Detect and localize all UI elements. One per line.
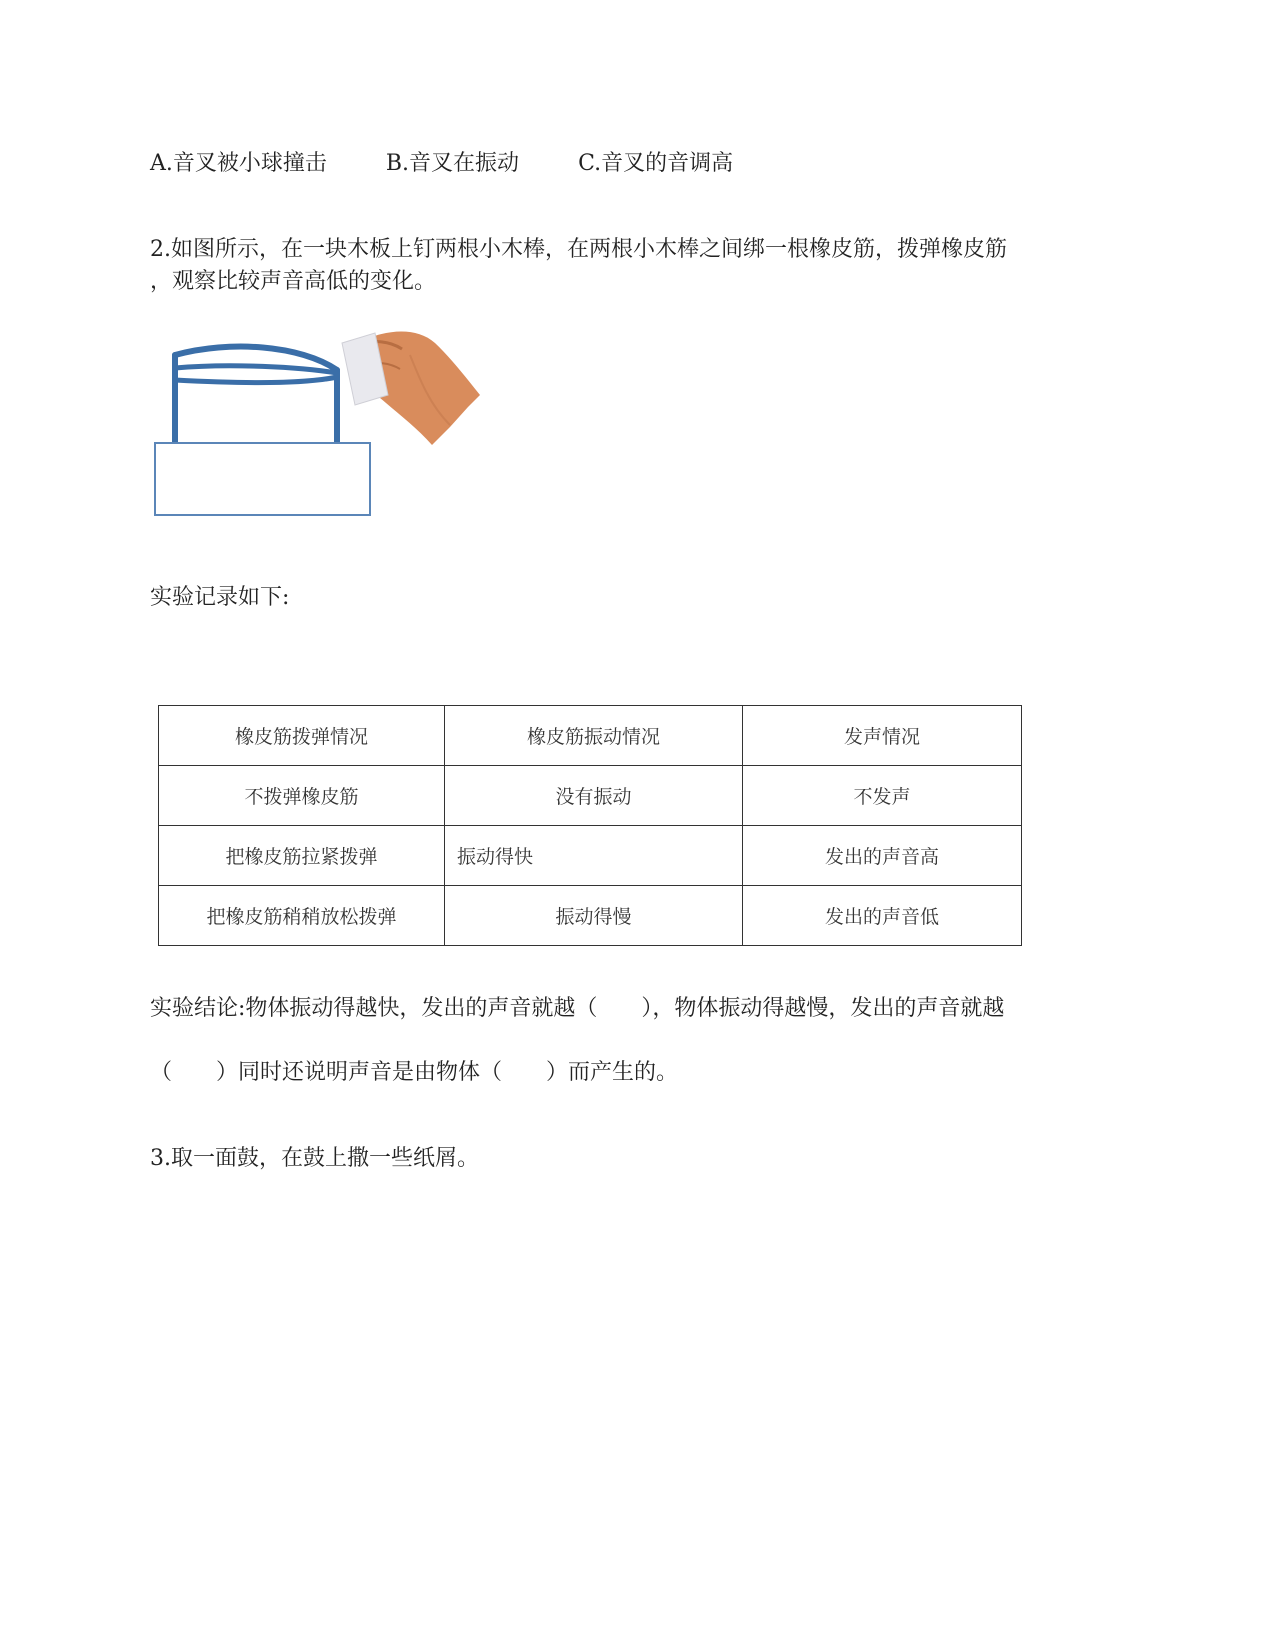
table-row [159, 826, 1022, 886]
table-header-row [159, 706, 1022, 766]
rubber-band-experiment-illustration [150, 325, 490, 550]
table-cell: 发出的声音高 [743, 826, 1022, 886]
table-header-cell: 橡皮筋振动情况 [445, 706, 743, 766]
question-3: 3.取一面鼓，在鼓上撒一些纸屑。 [150, 1146, 479, 1171]
option-a: A.音叉被小球撞击 [150, 151, 327, 176]
answer-options [150, 148, 733, 180]
table-cell: 振动得慢 [445, 886, 743, 946]
question-2-line-2: ，观察比较声音高低的变化。 [150, 269, 437, 294]
table-cell: 不拨弹橡皮筋 [159, 766, 445, 826]
table-row [159, 766, 1022, 826]
table-cell: 发出的声音低 [743, 886, 1022, 946]
table-header-cell: 发声情况 [743, 706, 1022, 766]
table-cell: 不发声 [743, 766, 1022, 826]
table-row [159, 886, 1022, 946]
table-cell: 没有振动 [445, 766, 743, 826]
conclusion-line-2: （ ）同时还说明声音是由物体（ ）而产生的。 [150, 1060, 679, 1085]
experiment-record-table [158, 705, 1022, 946]
table-header-cell: 橡皮筋拨弹情况 [159, 706, 445, 766]
hand-plucking-icon [342, 331, 480, 445]
conclusion-line-1: 实验结论:物体振动得越快，发出的声音就越（ ），物体振动得越慢，发出的声音就越 [150, 996, 1005, 1021]
table-cell: 把橡皮筋拉紧拨弹 [159, 826, 445, 886]
table-cell: 振动得快 [445, 826, 743, 886]
record-intro: 实验记录如下: [150, 585, 290, 610]
option-b: B.音叉在振动 [385, 151, 520, 176]
table-cell: 把橡皮筋稍稍放松拨弹 [159, 886, 445, 946]
wooden-board [155, 443, 370, 515]
question-2-line-1: 2.如图所示，在一块木板上钉两根小木棒，在两根小木棒之间绑一根橡皮筋，拨弹橡皮筋 [150, 237, 1007, 262]
option-c: C.音叉的音调高 [578, 151, 734, 176]
